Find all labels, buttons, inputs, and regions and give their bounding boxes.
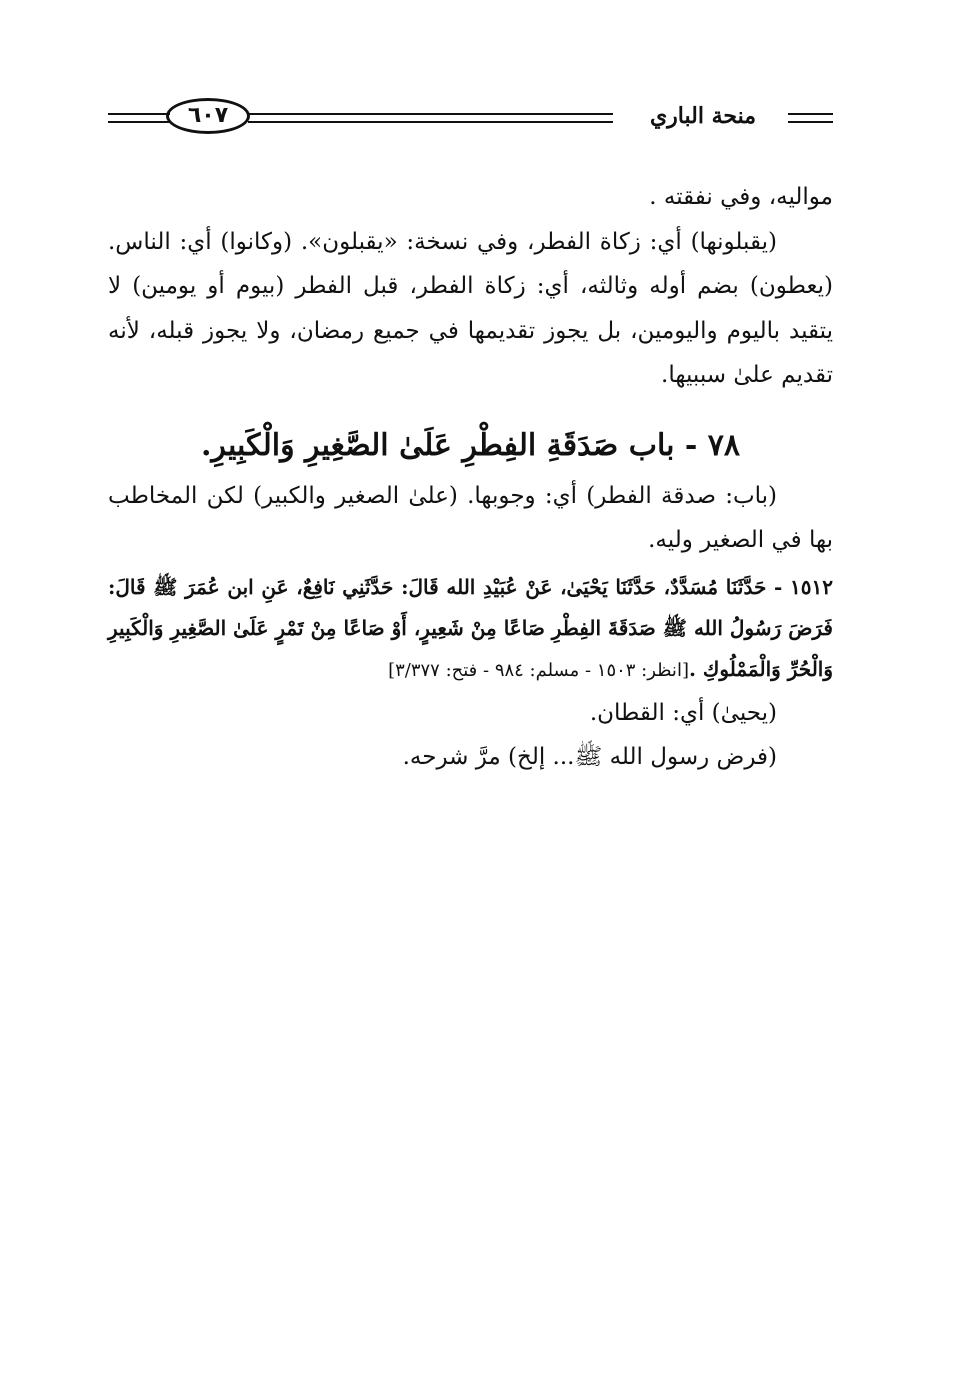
paragraph: (يقبلونها) أي: زكاة الفطر، وفي نسخة: «يقبلون». (وكانوا) أي: الناس. (يعطون) بضم أوله وثالثه، أي: زكاة الفطر، قبل الفطر (بيوم أو يومين) لا يتقيد باليوم واليومين، بل يجوز تقديمها في جميع رمضان، ولا يجوز قبله، لأنه تقديم علىٰ سببيها. [108, 228, 833, 388]
hadith-body: ١٥١٢ - حَدَّثَنَا مُسَدَّدٌ، حَدَّثَنَا يَحْيَىٰ، عَنْ عُبَيْدِ الله قَالَ: حَدَّثَنِي نَافِعٌ، عَنِ ابن عُمَرَ ﷺ قَالَ: فَرَضَ رَسُولُ الله ﷺ صَدَقَةَ الفِطْرِ صَاعًا مِنْ شَعِيرٍ، أَوْ صَاعًا مِنْ تَمْرٍ عَلَىٰ الصَّغِيرِ وَالْكَبِيرِ وَالْحُرِّ وَالْمَمْلُوكِ . [108, 574, 833, 681]
hadith-text [108, 567, 833, 691]
page-body [108, 175, 833, 779]
page-number: ٦٠٧ [166, 98, 250, 134]
header-rule [108, 113, 170, 115]
paragraph: مواليه، وفي نفقته . [649, 184, 833, 210]
page-header [108, 95, 833, 145]
note: (فرض رسول الله ﷺ... إلخ) مرَّ شرحه. [402, 743, 777, 770]
running-title: منحة الباري [649, 103, 757, 129]
chapter-commentary: (باب: صدقة الفطر) أي: وجوبها. (علىٰ الصغير والكبير) لكن المخاطب بها في الصغير وليه. [108, 482, 833, 553]
header-rule [248, 113, 613, 115]
header-rule [788, 113, 833, 115]
header-rule [788, 121, 833, 123]
header-rule [108, 121, 170, 123]
header-rule [248, 121, 613, 123]
note: (يحيىٰ) أي: القطان. [589, 699, 777, 726]
chapter-heading: ٧٨ - باب صَدَقَةِ الفِطْرِ عَلَىٰ الصَّغِيرِ وَالْكَبِيرِ. [200, 427, 741, 463]
hadith-reference: [انظر: ١٥٠٣ - مسلم: ٩٨٤ - فتح: ٣/٣٧٧] [388, 659, 689, 681]
